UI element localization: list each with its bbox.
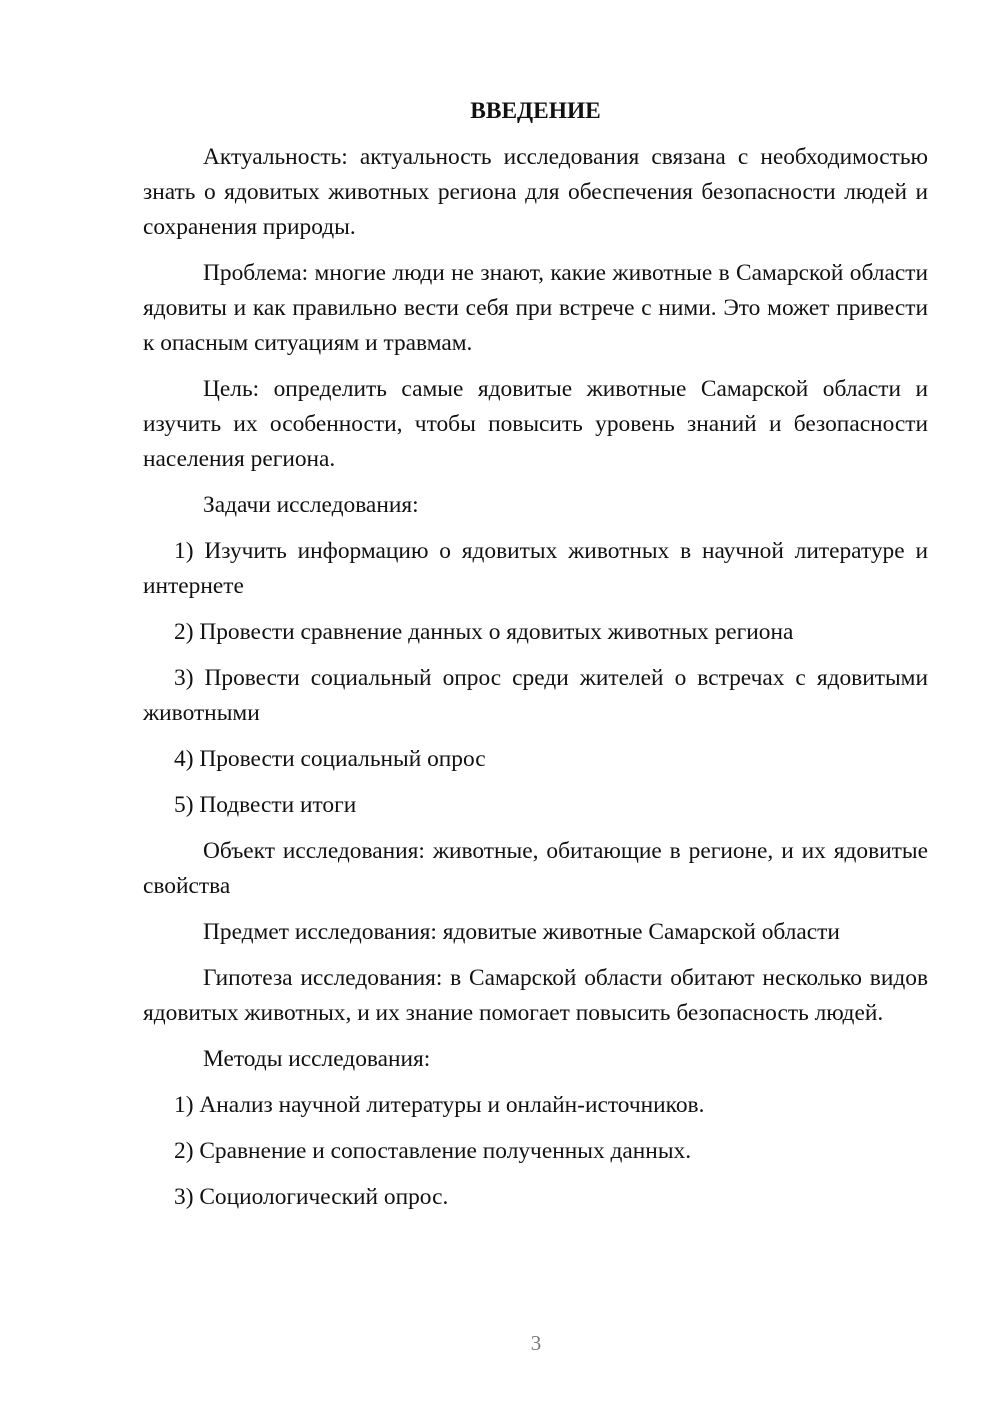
goal-paragraph: Цель: определить самые ядовитые животные Самарской области и изучить их особенности, чтобы повысить уровень знаний и безопасности населения региона. — [143, 376, 928, 472]
hypothesis-paragraph: Гипотеза исследования: в Самарской области обитают несколько видов ядовитых животных, и их знание помогает повысить безопасность людей. — [143, 965, 928, 1026]
section-heading: ВВЕДЕНИЕ — [470, 98, 601, 124]
task-item-3: 3) Провести социальный опрос среди жителей о встречах с ядовитыми животными — [143, 665, 928, 726]
relevance-paragraph: Актуальность: актуальность исследования связана с необходимостью знать о ядовитых животных региона для обеспечения безопасности людей и сохранения природы. — [143, 144, 928, 240]
task-item-1: 1) Изучить информацию о ядовитых животных в научной литературе и интернете — [143, 538, 928, 599]
method-item-1: 1) Анализ научной литературы и онлайн-источников. — [174, 1092, 705, 1118]
page-content — [143, 94, 928, 1226]
task-item-4: 4) Провести социальный опрос — [174, 746, 486, 772]
object-paragraph: Объект исследования: животные, обитающие в регионе, и их ядовитые свойства — [143, 838, 928, 899]
task-item-2: 2) Провести сравнение данных о ядовитых животных региона — [174, 619, 794, 645]
method-item-3: 3) Социологический опрос. — [174, 1184, 449, 1210]
subject-paragraph: Предмет исследования: ядовитые животные Самарской области — [203, 919, 840, 945]
page-number: 3 — [530, 1331, 542, 1355]
method-item-2: 2) Сравнение и сопоставление полученных данных. — [174, 1138, 692, 1164]
problem-paragraph: Проблема: многие люди не знают, какие животные в Самарской области ядовиты и как правильно вести себя при встрече с ними. Это может привести к опасным ситуациям и травмам. — [143, 260, 928, 356]
task-item-5: 5) Подвести итоги — [174, 792, 357, 818]
tasks-heading: Задачи исследования: — [203, 492, 419, 518]
methods-heading: Методы исследования: — [203, 1046, 431, 1072]
